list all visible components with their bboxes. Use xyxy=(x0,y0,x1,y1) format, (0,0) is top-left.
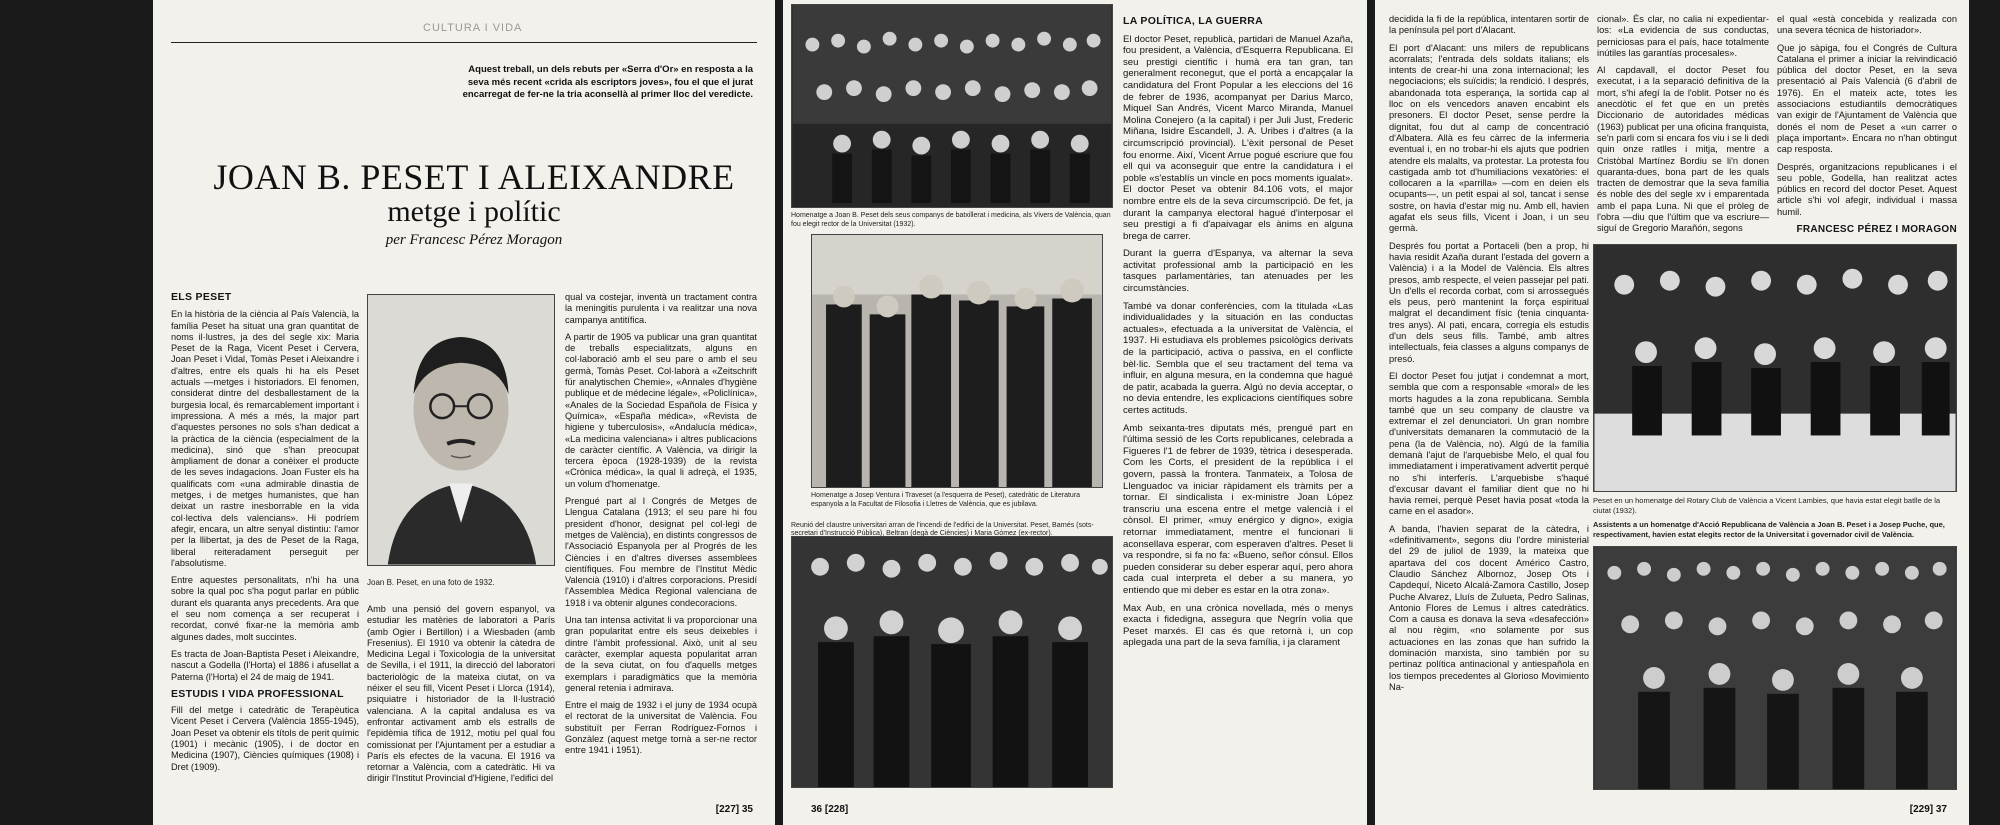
paragraph: Prengué part al I Congrés de Metges de Llengua Catalana (1913; el seu pare hi fou president d'honor, designat pel col·legi de metges de València), en distints congressos de l'Associació Espanyola per al Progrés de les Ciències i en d'altres diverses assemblees científiques. Fou membre de l'Institut Mèdic Valencià (1910) i d'altres corporacions. Presidí l'Assemblea Mèdica Regional valenciana de 1918 i va obtenir algunes condecoracions. xyxy=(565,496,757,608)
column-2 xyxy=(367,604,555,814)
paragraph: decidida la fi de la república, intentaren sortir de la península pel port d'Alacant. xyxy=(1389,14,1589,36)
running-head: CULTURA I VIDA xyxy=(423,22,523,34)
paragraph: En la història de la ciència al País Valencià, la família Peset ha situat una gran quantitat de noms il·lustres, ja des del segle xix: Maria Peset de la Raga, Vicent Peset i Cervera, Joan Peset i Vidal, Tomàs Peset i Aleixandre i d'altres, entre els quals hi ha els Peset actuals —metges i historiadors. El fenomen, considerat dintre del desballestament de la burgesia local, és remarcablement important i impressiona. A més a més, la major part d'aquestes persones no sols s'han dedicat a la pràctica de la ciència (especialment de la medicina), sinó que s'han preocupat àmpliament de donar a conèixer el producte de les seves indagacions. Joan Fuster els ha qualificats com «una admirable dinastia de metges, i de metges humanistes, que han deixat un rastre inesborrable en la vida col·lectiva dels valencians». Hi podríem afegir, encara, un altre senyal distintiu: l'amor per la llibertat, ja des de Peset de la Raga, liberal reiteradament perseguit per l'absolutisme. xyxy=(171,309,359,568)
paragraph: qual va costejar, inventà un tractament contra la meningitis purulenta i va realitzar una nova campanya antitífica. xyxy=(565,292,757,325)
column-3 xyxy=(1777,14,1957,234)
paragraph: Amb una pensió del govern espanyol, va estudiar les matèries de laboratori a París (amb Ogier i Bertillon) i a Wiesbaden (amb Fresenius). El 1910 va obtenir la càtedra de Medicina Legal i Toxicologia de la universitat de Sevilla, i el 1911, la direcció del laboratori bacteriològic de la mateixa ciutat, on va néixer el seu fill, Vicent Peset i Llorca (1914), psiquiatre i historiador de la Il·lustració valenciana. A la capital andalusa es va enfrontar activament amb els estralls de l'epidèmia tífica de 1912, motiu pel qual fou comissionat per l'Ajuntament per a estudiar a París els efectes de la vacuna. El 1916 va retornar a València, com a catedràtic. Hi va dirigir l'Institut Provincial d'Higiene, l'edifici del xyxy=(367,604,555,784)
page-229 xyxy=(1375,0,1969,825)
portrait-image xyxy=(368,295,554,565)
paragraph: Entre aquestes personalitats, n'hi ha una sobre la qual poc s'ha pogut parlar en públic durant els quaranta anys precedents. Ara que el seu nom comença a ser recuperat i recordat, convé fixar-ne la memòria amb algunes dades, molt succintes. xyxy=(171,575,359,642)
paragraph: Entre el maig de 1932 i el juny de 1934 ocupà el rectorat de la universitat de València. Fou substituït per Ferran Rodríguez-Fornos i Gonzàlez (aquest metge tornà a ser-ne rector entre 1941 i 1951). xyxy=(565,700,757,756)
section-heading: ESTUDIS I VIDA PROFESSIONAL xyxy=(171,687,344,700)
section-heading: ELS PESET xyxy=(171,291,232,303)
article-byline: per Francesc Pérez Moragon xyxy=(385,232,563,248)
group-photo-4-image xyxy=(1594,245,1956,491)
page-number: 36 [228] xyxy=(811,804,849,815)
paragraph: El doctor Peset fou jutjat i condemnat a mort, sembla que com a responsable «moral» de les morts hagudes a la zona republicana. Sembla també que un seu company de claustre va extremar el zel denunciatori. Un gran nombre d'universitats demanaren la commutació de la pena (la de València, no). Algú de la família demanà l'ajut de l'arquebisbe Melo, el qual fou immediatament i imperativament advertit perquè no s'hi interferís. L'arquebisbe s'haqué d'excusar davant el familiar dient que no hi havia remei, perquè Peset havia posat «toda la carne en el asador». xyxy=(1389,370,1589,517)
paragraph: Al capdavall, el doctor Peset fou executat, i a la separació definitiva de la mort, s'hi afegí la de l'oblit. Potser no és anecdòtic el fet que en un pretès Diccionario de autoridades médicas (1963) publicat per una oficina franquista, se'n parli com si encara fos viu i se li dedi quin onze ratlles i mitja, mentre a Cristòbal Martínez Bordiu se li'n donen quaranta-dues, bona part de les quals tracten de demostrar que la seva família és noble des del segle xv i emparentada amb el papa Luna. Ni que el pròleg de l'obra —diu que l'últim que va escriure— siguí de Gregorio Marañón, segons xyxy=(1597,65,1769,234)
paragraph: El doctor Peset, republicà, partidari de Manuel Azaña, fou president, a València, d'Esquerra Republicana. El seu prestigi científic i humà era tan gran, tan generalment reconegut, que el portà a encapçalar la candidatura del Front Popular a les eleccions del 16 de febrer de 1936, acompanyat per Darius Marco, Miquel San Andrés, Vicent Marco Miranda, Manuel Molina Conejero (a la capital) i per Juli Just, Frederic Miñana, Isidre Escandell, J. A. Uribes i d'altres (a la circumscripció provincial). L'èxit personal de Peset fou enorme. Així, Vicent Arrue pogué escriure que fou ell qui va aconseguir que entre la candidatura i el poble «s'establís un vincle en pocs moments igualat». El doctor Peset va obtenir 84.106 vots, el major nombre entre els de la seva circumscripció. De fet, ja durant la campanya electoral hagué d'interposar el seu prestigi a fi d'apaivagar els ànims en alguna brega de carrer. xyxy=(1123,33,1353,242)
group-photo-2-image xyxy=(812,235,1102,487)
group-photo-1-image xyxy=(792,5,1112,207)
paragraph: A partir de 1905 va publicar una gran quantitat de treballs especialitzats, alguns en col·laboració amb el seu pare o amb el seu germà, Tomàs Peset. Col·laborà a «Zeitschrift für analytischen Chemie», «Annales d'hygiène publique et de médecine légale», «Policlínica», «Anales de la Sociedad Española de Física y Química», «España médica», «Revista de higiene y tuberculosis», «Andalucía médica», «La medicina valenciana» i altres publicacions de caràcter científic. A València, va dirigir la tercera època (1928-1939) de la revista «Crònica médica», la qual li adreçà, el 1935, un volum d'homenatge. xyxy=(565,331,757,489)
paragraph: A banda, l'havien separat de la càtedra, i «definitivament», segons diu l'ordre ministerial del 29 de juliol de 1939, la mateixa que apartava del cos docent Américo Castro, Claudio Sánchez Albornoz, Josep Ots i Capdequí, Niceto Alcalá-Zamora Castillo, Josep Puche Alvarez, Lluís de Zulueta, Pedro Salinas, Antonio Flores de Lemus i altres catedràtics. Com a causa es donava la seva «desafección» al nou règim, «no solamente por sus actuaciones en las zonas que han sufrido la dominación marxista, sino también por su pertinaz política antinacional y antiespañola en los tiempos precedentes al Glorioso Movimiento Na- xyxy=(1389,523,1589,692)
group-photo-3 xyxy=(791,536,1113,788)
paragraph: Amb seixanta-tres diputats més, prengué part en l'última sessió de les Corts republicanes, celebrada a Figueres l'1 de febrer de 1939, tètrica i desesperada. Com les Corts, el president de la república i el govern, passà la frontera. Tanmateix, a Tolosa de Llenguadoc va iniciar ràpidament els tràmits per a tornar. El sindicalista i ex-ministre Joan López transcriu una escena entre el metge valencià i el cònsol. El primer, «muy enérgico y digno», exigia retornar immediatament, mentre el funcionari li aconsellava esperar, com esperaven d'altres. Peset li va respondre, si fa no fa: «Bueno, señor cónsul. Ellos pueden considerar su deber esperar aquí, pero ahora cada cual interpreta el deber a su manera, yo entiendo que mi deber es estar en la otra zona». xyxy=(1123,422,1353,596)
author-signature: FRANCESC PÉREZ I MORAGON xyxy=(1796,224,1957,236)
photo-caption-3: Reunió del claustre universitari arran de l'incendi de l'edifici de la Universitat. Peset, Barnés (sots-secretari d'Instrucció Pública), Beltran (degà de Ciències) i Maria Gómez (ex-rector). xyxy=(791,522,1094,537)
photo-caption-5: Assistents a un homenatge d'Acció Republicana de València a Joan B. Peset i a Josep Puche, que, respectivament, havien estat elegits rector de la Universitat i governador civil de València. xyxy=(1593,520,1945,539)
page-227 xyxy=(153,0,775,825)
group-photo-1 xyxy=(791,4,1113,208)
paragraph: Es tracta de Joan-Baptista Peset i Aleixandre, nascut a Godella (l'Horta) el 1886 i afusellat a Paterna (l'Horta) el 24 de maig de 1941. xyxy=(171,648,359,682)
photo-caption-4: Peset en un homenatge del Rotary Club de València a Vicent Lambies, que havia estat elegit batlle de la ciutat (1932). xyxy=(1593,496,1941,515)
group-photo-5 xyxy=(1593,546,1957,790)
group-photo-4 xyxy=(1593,244,1957,492)
portrait-caption: Joan B. Peset, en una foto de 1932. xyxy=(367,578,495,587)
column-1 xyxy=(1389,14,1589,810)
photo-caption-1: Homenatge a Joan B. Peset dels seus companys de batxillerat i medicina, als Vivers de València, quan fou elegit rector de la Universitat (1932). xyxy=(791,212,1111,228)
page-number: [227] 35 xyxy=(715,804,753,815)
paragraph: Una tan intensa activitat li va proporcionar una gran popularitat entre els seus deixebles i dintre l'àmbit professional. Això, unit al seu caràcter, exemplar aquesta popularitat arran de la seva ciutat, on fou d'aquells metges exemplars i paradigmàtics que la memòria general retenia i admirava. xyxy=(565,615,757,693)
paragraph: El port d'Alacant: uns milers de republicans acorralats; l'entrada dels soldats italians; els intents de crear-hi una zona internacional; les negociacions; els suïcidis; la rendició. I després, abandonada tota esperança, la sortida cap al lloc on els vencedors anaven encabint els presoners. El doctor Peset, sense perdre la dignitat, fou dut al camp de concentració d'Albatera. Allà es feu càrrec de la infermeria eventual i, en no trobar-hi els ajuts que podrien atendre els malalts, va protestar. La protesta fou castigada amb tot d'humiliacions vexatòries: el collocaren a la «parrilla» —com en deien els ocupants—, un petit espai al sol, tancat i sense sostre, on havia d'estar mig nu. Amb ell, havien agafat els seus fills, Vicent i Joan, i un seu germà. xyxy=(1389,42,1589,234)
column-1 xyxy=(171,292,359,812)
paragraph: Fill del metge i catedràtic de Terapèutica Vicent Peset i Cervera (València 1855-1945), Joan Peset va obtenir els títols de perit químic (1901) i mecànic (1905), i de doctor en Medicina (1907), Ciències químiques (1908) i Dret (1909). xyxy=(171,705,359,772)
text-column xyxy=(1123,16,1353,806)
section-heading: LA POLÍTICA, LA GUERRA xyxy=(1123,15,1263,27)
paragraph: Que jo sàpiga, fou el Congrés de Cultura Catalana el primer a iniciar la reivindicació pública del doctor Peset, en la seva presentació al País Valencià (6 d'abril de 1976). En el mateix acte, totes les associacions estudiantils democràtiques van exigir de l'Ajuntament de València que donés el nom de Peset a «un carrer o plaça important». Encara no n'han obtingut cap resposta. xyxy=(1777,42,1957,155)
paragraph: cional». És clar, no calia ni expedientar-los: «La evidencia de sus conductas, perniciosas para el país, hace totalmente inútiles las garantías procesales». xyxy=(1597,14,1769,58)
paragraph: Durant la guerra d'Espanya, va alternar la seva activitat professional amb la participació en les tasques parlamentàries, tan atenuades per les circumstàncies. xyxy=(1123,248,1353,295)
article-subtitle: metge i polític xyxy=(387,195,561,228)
portrait-photo xyxy=(367,294,555,566)
intro-note: Aquest treball, un dels rebuts per «Serra d'Or» en resposta a la seva més recent «crida als escriptors joves», fou el que el jurat encarregat de fer-ne la tria aconsellà al primer lloc del veredicte. xyxy=(462,64,753,100)
paragraph: Després, organitzacions republicanes i el seu poble, Godella, han realitzat actes públics en record del doctor Peset. Aquest article s'hi vol afegir, individual i massa humil. xyxy=(1777,161,1957,217)
header-rule xyxy=(171,42,757,43)
column-3 xyxy=(565,292,757,808)
paragraph: També va donar conferències, com la titulada «Las individualidades y la situación en las conductas actuales», efectuada a la universitat de València, el 1937. Hi estudiava els problemes psicològics derivats de la participació, activa o passiva, en el conflicte bèl·lic. Sembla que el seu tractament del tema va influir, en alguna mesura, en la condemna que hagué de patir, acabada la guerra. Algú no devia acceptar, o no devia entendre, les explicacions científiques sobre certes actituds. xyxy=(1123,300,1353,416)
group-photo-3-image xyxy=(792,537,1112,787)
photo-caption-2: Homenatge a Josep Ventura i Traveset (a l'esquerra de Peset), catedràtic de Literatura espanyola a la Facultat de Filosofia i Lletres de València, que es jubilava. xyxy=(811,492,1081,508)
page-228 xyxy=(783,0,1367,825)
group-photo-2 xyxy=(811,234,1103,488)
article-title: JOAN B. PESET I ALEIXANDRE xyxy=(213,157,735,197)
paragraph: Després fou portat a Portaceli (ben a prop, hi havia residit Azaña durant l'estada del govern a València) i a la Model de València. Els altres presos, amb respecte, el veien passejar pel pati. Un d'ells el recorda corbat, com si arrossegués els peus, però mantenint la força espiritual malgrat el decandiment físic (tenia cinquanta-tres anys). Al pati, encara, corregia els estudis d'un dels seus fills. També, amb altres intellectuals, feia classes a alguns companys de presó. xyxy=(1389,240,1589,364)
paragraph: el qual «està concebida y realizada con una severa técnica de historiador». xyxy=(1777,14,1957,36)
paragraph: Max Aub, en una crònica novellada, més o menys exacta i fidedigna, assegura que Negrín volia que Peset marxés. El cas és que retornà i, un cop aplegada una part de la seva família, i ja clarament xyxy=(1123,602,1353,649)
group-photo-5-image xyxy=(1594,547,1956,789)
column-2 xyxy=(1597,14,1769,234)
page-number: [229] 37 xyxy=(1909,804,1947,815)
